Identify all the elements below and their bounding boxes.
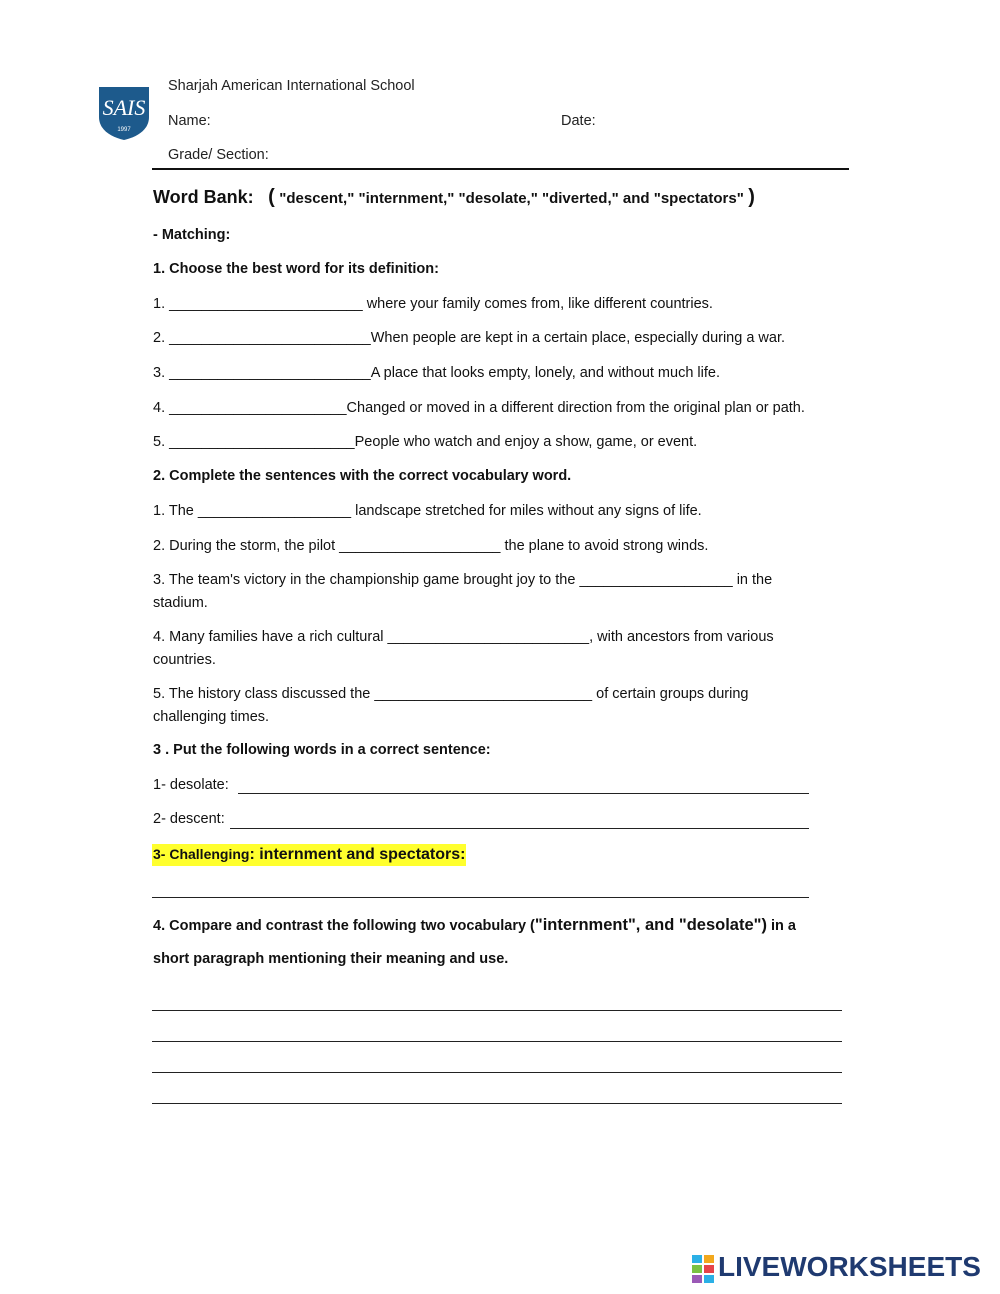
section2-title: 2. Complete the sentences with the correct vocabulary word. xyxy=(153,468,572,484)
word-bank-close-paren: ) xyxy=(748,186,755,208)
answer-line[interactable] xyxy=(152,1072,842,1073)
grade-section-label: Grade/ Section: xyxy=(168,147,269,163)
section1-title: 1. Choose the best word for its definition: xyxy=(153,261,439,277)
sentence-item: 2. During the storm, the pilot ____________________ the plane to avoid strong winds. xyxy=(153,538,709,554)
section4-title-part: in a xyxy=(766,918,796,934)
sentence-item: 5. The history class discussed the ___________________________ of certain groups during xyxy=(153,686,749,702)
name-label: Name: xyxy=(168,113,211,129)
section4-title xyxy=(153,916,796,935)
school-name: Sharjah American International School xyxy=(168,78,415,94)
section4-title-words: "internment", and "desolate") xyxy=(534,916,767,934)
challenge-words: : internment and spectators: xyxy=(249,846,466,863)
answer-line[interactable] xyxy=(238,793,809,794)
definition-item: 2. _________________________When people are kept in a certain place, especially during a war. xyxy=(153,330,786,346)
answer-line[interactable] xyxy=(152,1103,842,1104)
answer-line[interactable] xyxy=(230,828,809,829)
answer-line[interactable] xyxy=(152,897,809,898)
answer-line[interactable] xyxy=(152,1041,842,1042)
definition-item: 5. _______________________People who watch and enjoy a show, game, or event. xyxy=(153,434,698,450)
word-bank-label: Word Bank: xyxy=(153,187,254,207)
sentence-prompt-desolate: 1- desolate: xyxy=(153,777,229,793)
sentence-item-continuation: stadium. xyxy=(153,595,208,611)
sentence-item: 4. Many families have a rich cultural _________________________, with ancestors from various xyxy=(153,629,774,645)
definition-item: 1. ________________________ where your family comes from, like different countries. xyxy=(153,296,713,312)
sentence-item-continuation: countries. xyxy=(153,652,216,668)
challenge-prefix: 3- Challenging xyxy=(153,846,250,862)
school-logo xyxy=(97,83,151,141)
answer-line[interactable] xyxy=(152,1010,842,1011)
liveworksheets-brand: LIVEWORKSHEETS xyxy=(718,1251,981,1282)
header-divider xyxy=(152,168,849,170)
sentence-item: 1. The ___________________ landscape stretched for miles without any signs of life. xyxy=(153,503,702,519)
date-label: Date: xyxy=(561,113,596,129)
word-bank-open-paren: ( xyxy=(268,186,275,208)
challenge-prompt xyxy=(152,844,466,866)
sentence-item-continuation: challenging times. xyxy=(153,709,270,725)
sentence-item: 3. The team's victory in the championship game brought joy to the ___________________ in the xyxy=(153,572,773,588)
sentence-prompt-descent: 2- descent: xyxy=(153,811,225,827)
word-bank-words: "descent," "internment," "desolate," "diverted," and "spectators" xyxy=(279,190,744,207)
svg-text:SAIS: SAIS xyxy=(102,95,146,120)
section4-title-part: 4. Compare and contrast the following two vocabulary ( xyxy=(153,918,535,934)
section4-title-line2: short paragraph mentioning their meaning and use. xyxy=(153,951,509,967)
matching-label: - Matching: xyxy=(153,227,231,243)
svg-text:1997: 1997 xyxy=(117,127,131,133)
word-bank xyxy=(153,186,755,209)
liveworksheets-icon xyxy=(692,1254,716,1284)
definition-item: 4. ______________________Changed or moved in a different direction from the original plan or path. xyxy=(153,400,805,416)
definition-item: 3. _________________________A place that looks empty, lonely, and without much life. xyxy=(153,365,720,381)
section3-title: 3 . Put the following words in a correct sentence: xyxy=(153,742,491,758)
